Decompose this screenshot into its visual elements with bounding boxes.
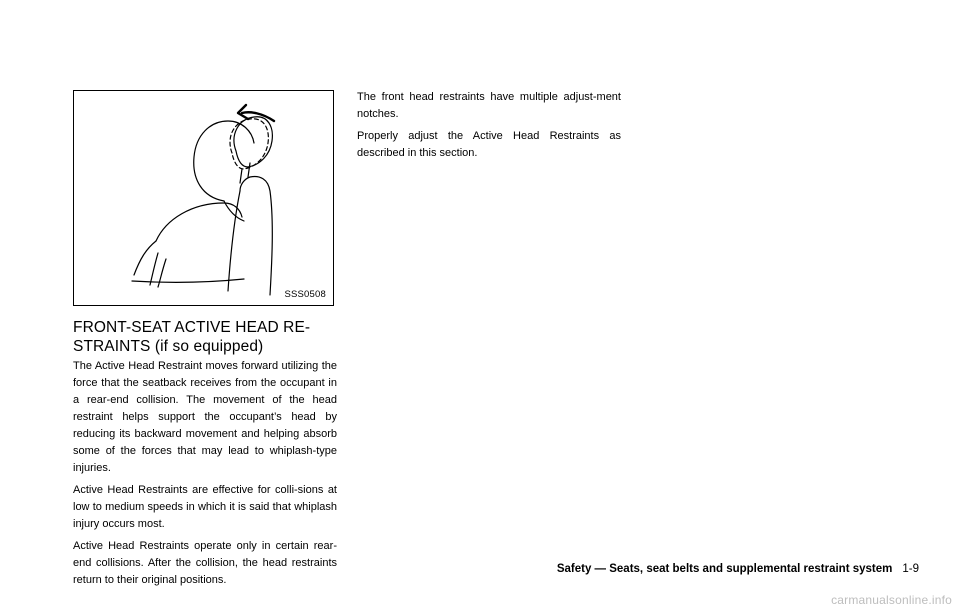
heading-line1: FRONT-SEAT ACTIVE HEAD RE- <box>73 319 311 336</box>
paragraph: Properly adjust the Active Head Restraints as described in this section. <box>357 130 621 159</box>
section-heading <box>73 318 343 356</box>
page-number: 1-9 <box>902 563 919 575</box>
figure-box <box>73 90 334 306</box>
page-footer <box>509 563 919 575</box>
paragraph: Active Head Restraints operate only in certain rear-end collisions. After the collision, the head restraints return to their original positions. <box>73 540 337 586</box>
left-column-text <box>73 358 337 594</box>
head-restraint-illustration-icon <box>74 91 333 305</box>
footer-section-title: Safety — Seats, seat belts and supplemental restraint system <box>556 563 893 575</box>
paragraph: The front head restraints have multiple adjust-ment notches. <box>357 91 621 120</box>
paragraph: The Active Head Restraint moves forward utilizing the force that the seatback receives from the occupant in a rear-end collision. The movement of the head restraint helps support the occupant’s head by reducing its backward movement and helping absorb some of the forces that may lead to whiplash-type injuries. <box>73 360 337 474</box>
heading-line2: STRAINTS <box>73 338 151 355</box>
paragraph: Active Head Restraints are effective for colli-sions at low to medium speeds in which it is said that whiplash injury occurs most. <box>73 484 337 530</box>
watermark: carmanualsonline.info <box>831 593 952 607</box>
heading-sub: (if so equipped) <box>154 338 264 355</box>
figure-code: SSS0508 <box>284 289 326 300</box>
middle-column-text <box>357 89 621 167</box>
